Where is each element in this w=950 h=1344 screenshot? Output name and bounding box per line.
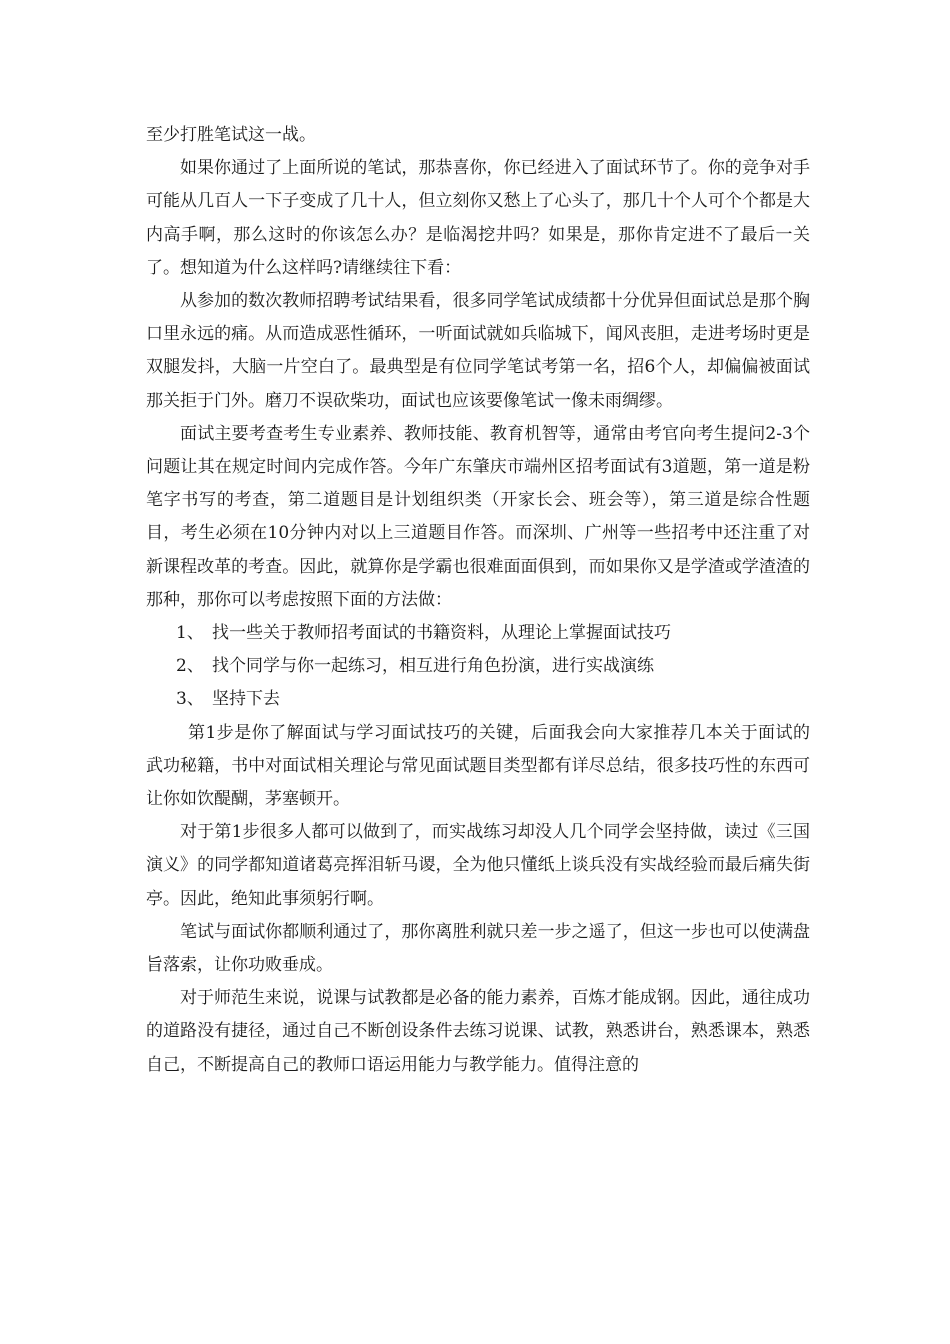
paragraph-exam-results: 从参加的数次教师招聘考试结果看，很多同学笔试成绩都十分优异但面试总是那个胸口里永远的痛。从而造成恶性循环，一听面试就如兵临城下，闻风丧胆，走进考场时更是双腿发抖，大脑一片空白了。最典型是有位同学笔试考第一名，招6个人，却偏偏被面试那关拒于门外。磨刀不误砍柴功，面试也应该要像笔试一像未雨绸缪。 (146, 291, 810, 411)
list-item (146, 683, 810, 716)
paragraph-teaching-skills: 对于师范生来说，说课与试教都是必备的能力素养，百炼才能成钢。因此，通往成功的道路没有捷径，通过自己不断创设条件去练习说课、试教，熟悉讲台，熟悉课本，熟悉自己，不断提高自己的教师口语运用能力与教学能力。值得注意的 (146, 988, 810, 1075)
list-number: 3、 (176, 689, 204, 710)
paragraph-interview-content: 面试主要考查考生专业素养、教师技能、教育机智等，通常由考官向考生提问2-3个问题让其在规定时间内完成作答。今年广东肇庆市端州区招考面试有3道题，第一道是粉笔字书写的考查，第二道题目是计划组织类（开家长会、班会等），第三道是综合性题目，考生必须在10分钟内对以上三道题目作答。而深圳、广州等一些招考中还注重了对新课程改革的考查。因此，就算你是学霸也很难面面俱到，而如果你又是学渣或学渣渣的那种，那你可以考虑按照下面的方法做： (146, 423, 810, 610)
paragraph-interview-intro: 如果你通过了上面所说的笔试，那恭喜你，你已经进入了面试环节了。你的竞争对手可能从几百人一下子变成了几十人，但立刻你又愁上了心头了，那几十个人可个个都是大内高手啊，那么这时的你该怎么办？是临渴挖井吗？如果是，那你肯定进不了最后一关了。想知道为什么这样吗?请继续往下看： (146, 158, 810, 278)
list-text: 坚持下去 (212, 689, 280, 710)
list-text: 找个同学与你一起练习，相互进行角色扮演，进行实战演练 (212, 656, 654, 677)
paragraph-final-step: 笔试与面试你都顺利通过了，那你离胜利就只差一步之遥了，但这一步也可以使满盘旨落索，让你功败垂成。 (146, 921, 810, 976)
paragraph-practice: 对于第1步很多人都可以做到了，而实战练习却没人几个同学会坚持做，读过《三国演义》的同学都知道诸葛亮挥泪斩马谡，全为他只懂纸上谈兵没有实战经验而最后痛失街亭。因此，绝知此事须躬行啊。 (146, 822, 810, 909)
list-text: 找一些关于教师招考面试的书籍资料，从理论上掌握面试技巧 (212, 623, 671, 644)
list-number: 1、 (176, 623, 204, 644)
list-number: 2、 (176, 656, 204, 677)
paragraph-step-one: 第1步是你了解面试与学习面试技巧的关键，后面我会向大家推荐几本关于面试的武功秘籍，书中对面试相关理论与常见面试题目类型都有详尽总结，很多技巧性的东西可让你如饮醍醐，茅塞顿开。 (146, 722, 810, 810)
list-item (146, 650, 810, 683)
document-page (146, 119, 810, 1082)
list-item (146, 617, 810, 650)
paragraph-continuation: 至少打胜笔试这一战。 (146, 125, 316, 145)
